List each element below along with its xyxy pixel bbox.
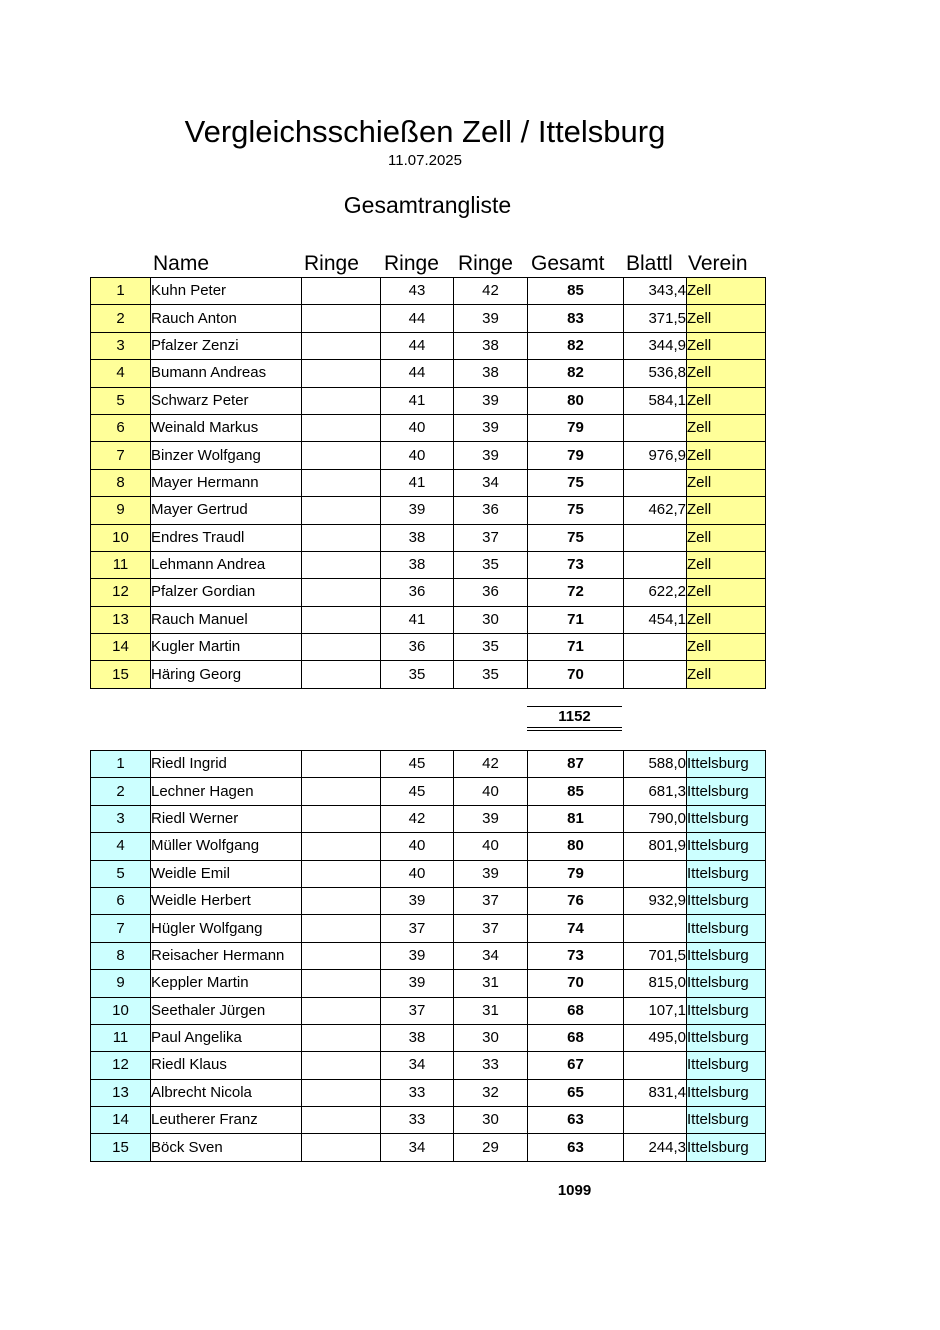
ringe-3-cell: 42 (454, 751, 528, 778)
table-row (91, 579, 766, 606)
gesamt-cell: 75 (528, 524, 624, 551)
name-cell: Hügler Wolfgang (151, 915, 302, 942)
rank-cell: 4 (91, 360, 151, 387)
verein-cell: Ittelsburg (687, 1134, 766, 1161)
blattl-cell: 371,5 (624, 305, 687, 332)
table-row (91, 778, 766, 805)
name-cell: Mayer Gertrud (151, 497, 302, 524)
ringe-2-cell: 45 (381, 778, 454, 805)
ringe-1-cell (302, 887, 381, 914)
blattl-cell (624, 414, 687, 441)
gesamt-cell: 67 (528, 1052, 624, 1079)
name-cell: Riedl Ingrid (151, 751, 302, 778)
ringe-2-cell: 39 (381, 942, 454, 969)
table-row (91, 751, 766, 778)
blattl-cell: 790,0 (624, 805, 687, 832)
blattl-cell: 244,3 (624, 1134, 687, 1161)
ringe-1-cell (302, 305, 381, 332)
ringe-2-cell: 39 (381, 497, 454, 524)
verein-cell: Zell (687, 360, 766, 387)
table-row (91, 942, 766, 969)
table-row (91, 524, 766, 551)
verein-cell: Zell (687, 469, 766, 496)
blattl-cell: 536,8 (624, 360, 687, 387)
ringe-3-cell: 32 (454, 1079, 528, 1106)
table-row (91, 860, 766, 887)
gesamt-cell: 87 (528, 751, 624, 778)
ringe-2-cell: 41 (381, 606, 454, 633)
table-row (91, 805, 766, 832)
name-cell: Kuhn Peter (151, 278, 302, 305)
table-row (91, 1079, 766, 1106)
ringe-3-cell: 35 (454, 551, 528, 578)
name-cell: Müller Wolfgang (151, 833, 302, 860)
ringe-2-cell: 38 (381, 1024, 454, 1051)
ringe-3-cell: 39 (454, 387, 528, 414)
col-header-name: Name (153, 252, 210, 275)
col-header-ringe-1: Ringe (304, 252, 359, 275)
ringe-1-cell (302, 915, 381, 942)
table-row (91, 887, 766, 914)
ringe-1-cell (302, 606, 381, 633)
table-row (91, 332, 766, 359)
verein-cell: Zell (687, 661, 766, 688)
ranking-table-zell (90, 277, 766, 689)
ringe-1-cell (302, 551, 381, 578)
ranking-table-ittelsburg (90, 750, 766, 1162)
verein-cell: Zell (687, 387, 766, 414)
ringe-2-cell: 37 (381, 997, 454, 1024)
column-headers (0, 250, 800, 278)
rank-cell: 1 (91, 278, 151, 305)
table-row (91, 442, 766, 469)
ringe-2-cell: 40 (381, 833, 454, 860)
verein-cell: Zell (687, 414, 766, 441)
table-row (91, 915, 766, 942)
blattl-cell: 932,9 (624, 887, 687, 914)
blattl-cell: 622,2 (624, 579, 687, 606)
blattl-cell: 801,9 (624, 833, 687, 860)
ringe-3-cell: 37 (454, 524, 528, 551)
name-cell: Riedl Klaus (151, 1052, 302, 1079)
verein-cell: Ittelsburg (687, 915, 766, 942)
blattl-cell (624, 469, 687, 496)
ringe-2-cell: 37 (381, 915, 454, 942)
ringe-2-cell: 40 (381, 442, 454, 469)
ringe-3-cell: 39 (454, 414, 528, 441)
event-date: 11.07.2025 (388, 152, 462, 169)
rank-cell: 7 (91, 915, 151, 942)
verein-cell: Ittelsburg (687, 1052, 766, 1079)
table-row (91, 360, 766, 387)
ringe-1-cell (302, 1134, 381, 1161)
ringe-1-cell (302, 497, 381, 524)
ringe-3-cell: 35 (454, 634, 528, 661)
blattl-cell (624, 1052, 687, 1079)
table-row (91, 305, 766, 332)
gesamt-cell: 82 (528, 332, 624, 359)
gesamt-cell: 81 (528, 805, 624, 832)
verein-cell: Ittelsburg (687, 833, 766, 860)
verein-cell: Ittelsburg (687, 751, 766, 778)
blattl-cell (624, 524, 687, 551)
name-cell: Pfalzer Zenzi (151, 332, 302, 359)
blattl-cell (624, 551, 687, 578)
verein-cell: Ittelsburg (687, 805, 766, 832)
verein-cell: Zell (687, 634, 766, 661)
ringe-2-cell: 41 (381, 387, 454, 414)
name-cell: Pfalzer Gordian (151, 579, 302, 606)
rank-cell: 10 (91, 997, 151, 1024)
gesamt-cell: 79 (528, 414, 624, 441)
rank-cell: 2 (91, 305, 151, 332)
ringe-3-cell: 36 (454, 497, 528, 524)
gesamt-cell: 85 (528, 278, 624, 305)
gesamt-cell: 73 (528, 551, 624, 578)
ringe-3-cell: 36 (454, 579, 528, 606)
ringe-1-cell (302, 1079, 381, 1106)
ringe-3-cell: 29 (454, 1134, 528, 1161)
name-cell: Reisacher Hermann (151, 942, 302, 969)
name-cell: Kugler Martin (151, 634, 302, 661)
page-title: Vergleichsschießen Zell / Ittelsburg (184, 114, 666, 149)
table-row (91, 1134, 766, 1161)
ringe-2-cell: 41 (381, 469, 454, 496)
rank-cell: 13 (91, 606, 151, 633)
ringe-1-cell (302, 387, 381, 414)
ringe-3-cell: 30 (454, 606, 528, 633)
verein-cell: Zell (687, 606, 766, 633)
ringe-1-cell (302, 970, 381, 997)
rank-cell: 2 (91, 778, 151, 805)
name-cell: Lechner Hagen (151, 778, 302, 805)
ringe-3-cell: 30 (454, 1024, 528, 1051)
ringe-2-cell: 35 (381, 661, 454, 688)
rank-cell: 3 (91, 332, 151, 359)
ringe-3-cell: 39 (454, 442, 528, 469)
gesamt-cell: 79 (528, 442, 624, 469)
gesamt-cell: 83 (528, 305, 624, 332)
verein-cell: Zell (687, 579, 766, 606)
gesamt-cell: 65 (528, 1079, 624, 1106)
verein-cell: Zell (687, 332, 766, 359)
ringe-1-cell (302, 442, 381, 469)
gesamt-cell: 63 (528, 1107, 624, 1134)
ringe-3-cell: 30 (454, 1107, 528, 1134)
rank-cell: 13 (91, 1079, 151, 1106)
table-row (91, 606, 766, 633)
rank-cell: 6 (91, 414, 151, 441)
name-cell: Rauch Anton (151, 305, 302, 332)
blattl-cell: 681,3 (624, 778, 687, 805)
verein-cell: Ittelsburg (687, 860, 766, 887)
table-row (91, 278, 766, 305)
table-row (91, 497, 766, 524)
ringe-1-cell (302, 751, 381, 778)
ringe-3-cell: 38 (454, 360, 528, 387)
name-cell: Keppler Martin (151, 970, 302, 997)
rank-cell: 6 (91, 887, 151, 914)
ringe-1-cell (302, 524, 381, 551)
col-header-ringe-2: Ringe (384, 252, 439, 275)
blattl-cell (624, 915, 687, 942)
col-header-blattl: Blattl (626, 252, 673, 275)
rank-cell: 1 (91, 751, 151, 778)
name-cell: Binzer Wolfgang (151, 442, 302, 469)
ringe-2-cell: 39 (381, 887, 454, 914)
verein-cell: Ittelsburg (687, 1107, 766, 1134)
gesamt-cell: 63 (528, 1134, 624, 1161)
verein-cell: Ittelsburg (687, 778, 766, 805)
ringe-3-cell: 39 (454, 805, 528, 832)
ringe-2-cell: 34 (381, 1052, 454, 1079)
name-cell: Mayer Hermann (151, 469, 302, 496)
name-cell: Weidle Emil (151, 860, 302, 887)
name-cell: Seethaler Jürgen (151, 997, 302, 1024)
rank-cell: 7 (91, 442, 151, 469)
name-cell: Endres Traudl (151, 524, 302, 551)
gesamt-cell: 80 (528, 833, 624, 860)
ringe-2-cell: 40 (381, 414, 454, 441)
table-row (91, 1052, 766, 1079)
col-header-verein: Verein (688, 252, 748, 275)
ringe-1-cell (302, 278, 381, 305)
ringe-1-cell (302, 332, 381, 359)
ringe-2-cell: 45 (381, 751, 454, 778)
ringe-1-cell (302, 661, 381, 688)
name-cell: Riedl Werner (151, 805, 302, 832)
rank-cell: 9 (91, 497, 151, 524)
table-row (91, 469, 766, 496)
ringe-2-cell: 34 (381, 1134, 454, 1161)
ringe-2-cell: 38 (381, 551, 454, 578)
name-cell: Bumann Andreas (151, 360, 302, 387)
verein-cell: Ittelsburg (687, 942, 766, 969)
ringe-1-cell (302, 634, 381, 661)
rank-cell: 3 (91, 805, 151, 832)
rank-cell: 12 (91, 1052, 151, 1079)
name-cell: Paul Angelika (151, 1024, 302, 1051)
name-cell: Lehmann Andrea (151, 551, 302, 578)
name-cell: Rauch Manuel (151, 606, 302, 633)
ringe-2-cell: 36 (381, 579, 454, 606)
total-ittelsburg: 1099 (557, 1182, 592, 1199)
table-row (91, 1024, 766, 1051)
rank-cell: 4 (91, 833, 151, 860)
blattl-cell: 976,9 (624, 442, 687, 469)
blattl-cell: 107,1 (624, 997, 687, 1024)
ringe-1-cell (302, 469, 381, 496)
blattl-cell: 588,0 (624, 751, 687, 778)
blattl-cell (624, 634, 687, 661)
table-row (91, 997, 766, 1024)
rank-cell: 10 (91, 524, 151, 551)
ringe-1-cell (302, 1052, 381, 1079)
gesamt-cell: 68 (528, 1024, 624, 1051)
ringe-1-cell (302, 778, 381, 805)
gesamt-cell: 80 (528, 387, 624, 414)
gesamt-cell: 82 (528, 360, 624, 387)
ringe-3-cell: 42 (454, 278, 528, 305)
rank-cell: 14 (91, 1107, 151, 1134)
gesamt-cell: 79 (528, 860, 624, 887)
page-subtitle: Gesamtrangliste (343, 192, 512, 218)
name-cell: Weinald Markus (151, 414, 302, 441)
blattl-cell: 343,4 (624, 278, 687, 305)
verein-cell: Zell (687, 497, 766, 524)
rank-cell: 12 (91, 579, 151, 606)
ringe-3-cell: 34 (454, 942, 528, 969)
ringe-2-cell: 38 (381, 524, 454, 551)
table-row (91, 387, 766, 414)
rank-cell: 5 (91, 860, 151, 887)
ringe-3-cell: 39 (454, 305, 528, 332)
ringe-1-cell (302, 833, 381, 860)
name-cell: Schwarz Peter (151, 387, 302, 414)
blattl-cell: 462,7 (624, 497, 687, 524)
gesamt-cell: 70 (528, 970, 624, 997)
ringe-3-cell: 34 (454, 469, 528, 496)
table-row (91, 634, 766, 661)
rank-cell: 9 (91, 970, 151, 997)
table-row (91, 551, 766, 578)
gesamt-cell: 71 (528, 606, 624, 633)
gesamt-cell: 71 (528, 634, 624, 661)
gesamt-cell: 73 (528, 942, 624, 969)
verein-cell: Zell (687, 278, 766, 305)
ringe-1-cell (302, 579, 381, 606)
blattl-cell (624, 860, 687, 887)
table-row (91, 1107, 766, 1134)
ringe-1-cell (302, 805, 381, 832)
blattl-cell: 831,4 (624, 1079, 687, 1106)
verein-cell: Ittelsburg (687, 1079, 766, 1106)
table-row (91, 970, 766, 997)
col-header-gesamt: Gesamt (531, 252, 605, 275)
rank-cell: 11 (91, 1024, 151, 1051)
gesamt-cell: 85 (528, 778, 624, 805)
name-cell: Weidle Herbert (151, 887, 302, 914)
name-cell: Häring Georg (151, 661, 302, 688)
verein-cell: Ittelsburg (687, 887, 766, 914)
ringe-3-cell: 35 (454, 661, 528, 688)
ringe-1-cell (302, 860, 381, 887)
blattl-cell (624, 1107, 687, 1134)
ringe-1-cell (302, 1107, 381, 1134)
gesamt-cell: 70 (528, 661, 624, 688)
gesamt-cell: 76 (528, 887, 624, 914)
ringe-3-cell: 40 (454, 778, 528, 805)
ringe-2-cell: 36 (381, 634, 454, 661)
ringe-1-cell (302, 942, 381, 969)
verein-cell: Zell (687, 551, 766, 578)
ringe-3-cell: 39 (454, 860, 528, 887)
gesamt-cell: 75 (528, 469, 624, 496)
ringe-1-cell (302, 414, 381, 441)
verein-cell: Zell (687, 442, 766, 469)
table-row (91, 414, 766, 441)
ringe-2-cell: 44 (381, 305, 454, 332)
blattl-cell: 344,9 (624, 332, 687, 359)
rank-cell: 5 (91, 387, 151, 414)
ringe-2-cell: 33 (381, 1107, 454, 1134)
verein-cell: Ittelsburg (687, 1024, 766, 1051)
ringe-3-cell: 31 (454, 970, 528, 997)
verein-cell: Zell (687, 524, 766, 551)
name-cell: Albrecht Nicola (151, 1079, 302, 1106)
ringe-2-cell: 44 (381, 360, 454, 387)
gesamt-cell: 72 (528, 579, 624, 606)
ringe-3-cell: 38 (454, 332, 528, 359)
blattl-cell: 495,0 (624, 1024, 687, 1051)
rank-cell: 15 (91, 661, 151, 688)
ringe-2-cell: 42 (381, 805, 454, 832)
ringe-1-cell (302, 997, 381, 1024)
blattl-cell: 701,5 (624, 942, 687, 969)
rank-cell: 14 (91, 634, 151, 661)
verein-cell: Zell (687, 305, 766, 332)
verein-cell: Ittelsburg (687, 997, 766, 1024)
rank-cell: 11 (91, 551, 151, 578)
blattl-cell (624, 661, 687, 688)
verein-cell: Ittelsburg (687, 970, 766, 997)
gesamt-cell: 68 (528, 997, 624, 1024)
ringe-3-cell: 33 (454, 1052, 528, 1079)
gesamt-cell: 75 (528, 497, 624, 524)
ringe-3-cell: 31 (454, 997, 528, 1024)
ringe-2-cell: 43 (381, 278, 454, 305)
ringe-3-cell: 40 (454, 833, 528, 860)
ringe-2-cell: 33 (381, 1079, 454, 1106)
ringe-2-cell: 40 (381, 860, 454, 887)
name-cell: Böck Sven (151, 1134, 302, 1161)
ringe-1-cell (302, 1024, 381, 1051)
name-cell: Leutherer Franz (151, 1107, 302, 1134)
ringe-3-cell: 37 (454, 915, 528, 942)
rank-cell: 8 (91, 469, 151, 496)
table-row (91, 833, 766, 860)
ringe-1-cell (302, 360, 381, 387)
col-header-ringe-3: Ringe (458, 252, 513, 275)
ringe-3-cell: 37 (454, 887, 528, 914)
rank-cell: 8 (91, 942, 151, 969)
ringe-2-cell: 39 (381, 970, 454, 997)
gesamt-cell: 74 (528, 915, 624, 942)
ringe-2-cell: 44 (381, 332, 454, 359)
rank-cell: 15 (91, 1134, 151, 1161)
blattl-cell: 454,1 (624, 606, 687, 633)
blattl-cell: 815,0 (624, 970, 687, 997)
blattl-cell: 584,1 (624, 387, 687, 414)
table-row (91, 661, 766, 688)
total-zell: 1152 (527, 706, 622, 731)
